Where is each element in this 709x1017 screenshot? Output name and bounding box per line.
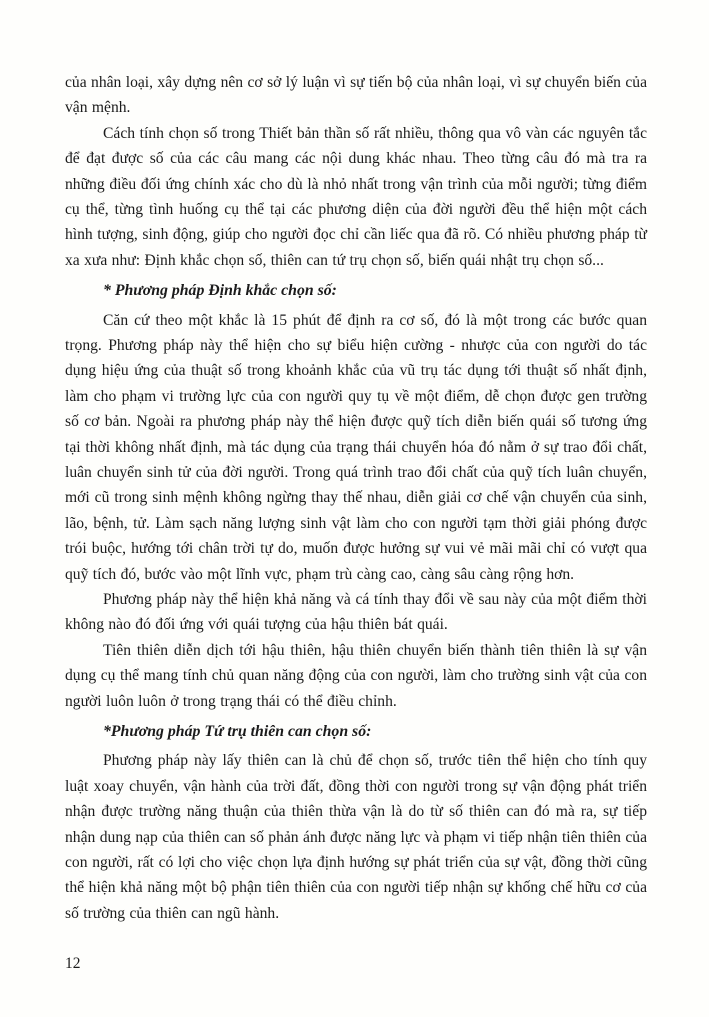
paragraph: Tiên thiên diễn dịch tới hậu thiên, hậu thiên chuyển biến thành tiên thiên là sự vận dụng cụ thể mang tính chủ quan năng động của con người, làm cho trường sinh vật của con người luôn luôn ở trong trạng thái có thể điều chỉnh. <box>65 641 647 710</box>
paragraph: Cách tính chọn số trong Thiết bản thần số rất nhiều, thông qua vô vàn các nguyên tắc để đạt được số của các câu mang các nội dung khác nhau. Theo từng câu đó mà tra ra những điều đối ứng chính xác cho dù là nhỏ nhất trong vận trình của mỗi người; từng điểm cụ thể, từng tình huống cụ thể tại các phương diện của đời người đều thể hiện một cách hình tượng, sinh động, giúp cho người đọc chỉ cần liếc qua đã rõ. Có nhiều phương pháp từ xa xưa như: Định khắc chọn số, thiên can tứ trụ chọn số, biến quái nhật trụ chọn số... <box>65 124 647 269</box>
section-heading-tu-tru-thien-can: *Phương pháp Tứ trụ thiên can chọn số: <box>103 723 372 741</box>
section-heading-dinh-khac: * Phương pháp Định khắc chọn số: <box>103 282 337 300</box>
page-number: 12 <box>65 955 81 972</box>
paragraph: Phương pháp này thể hiện khả năng và cá tính thay đổi về sau này của một điểm thời không nào đó đối ứng với quái tượng của hậu thiên bát quái. <box>65 590 647 634</box>
text-column <box>65 70 647 926</box>
paragraph: Phương pháp này lấy thiên can là chủ để chọn số, trước tiên thể hiện cho tính quy luật xoay chuyển, vận hành của trời đất, đồng thời con người trong sự vận động phát triển nhận được trường năng thuận của thiên thừa vận là do từ số thiên can đó mà ra, sự tiếp nhận dung nạp của thiên can số phản ánh được năng lực và phạm vi tiếp nhận tiên thiên của con người, rất có lợi cho việc chọn lựa định hướng sự phát triển của sự vật, đồng thời cũng thể hiện khả năng một bộ phận tiên thiên của con người tiếp nhận sự khống chế hữu cơ của số trường của thiên can ngũ hành. <box>65 752 647 922</box>
paragraph: Căn cứ theo một khắc là 15 phút để định ra cơ số, đó là một trong các bước quan trọng. Phương pháp này thể hiện cho sự biểu hiện cường - nhược của con người do tác dụng hiệu ứng của thuật số trong khoảnh khắc của vũ trụ tác dụng tới thuật số nhất định, làm cho phạm vi trường lực của con người quy tụ về một điểm, dễ chọn được gen trường số cơ bản. Ngoài ra phương pháp này thể hiện được quỹ tích diễn biến quái số tương ứng tại thời không nhất định, mà tác dụng của trạng thái chuyển hóa đó nằm ở sự trao đổi chất, luân chuyển sinh tử của đời người. Trong quá trình trao đổi chất của quỹ tích luân chuyển, mới cũ trong sinh mệnh không ngừng thay thế nhau, diễn giải cơ chế vận chuyển của sinh, lão, bệnh, tử. Làm sạch năng lượng sinh vật làm cho con người tạm thời giải phóng được trói buộc, hướng tới chân trời tự do, muốn được hưởng sự vui vẻ mãi mãi chỉ có vượt qua quỹ tích đó, bước vào một lĩnh vực, phạm trù càng cao, càng sâu càng rộng hơn. <box>65 311 647 583</box>
paragraph-continuation: của nhân loại, xây dựng nên cơ sở lý luận vì sự tiến bộ của nhân loại, vì sự chuyển biến của vận mệnh. <box>65 74 647 117</box>
